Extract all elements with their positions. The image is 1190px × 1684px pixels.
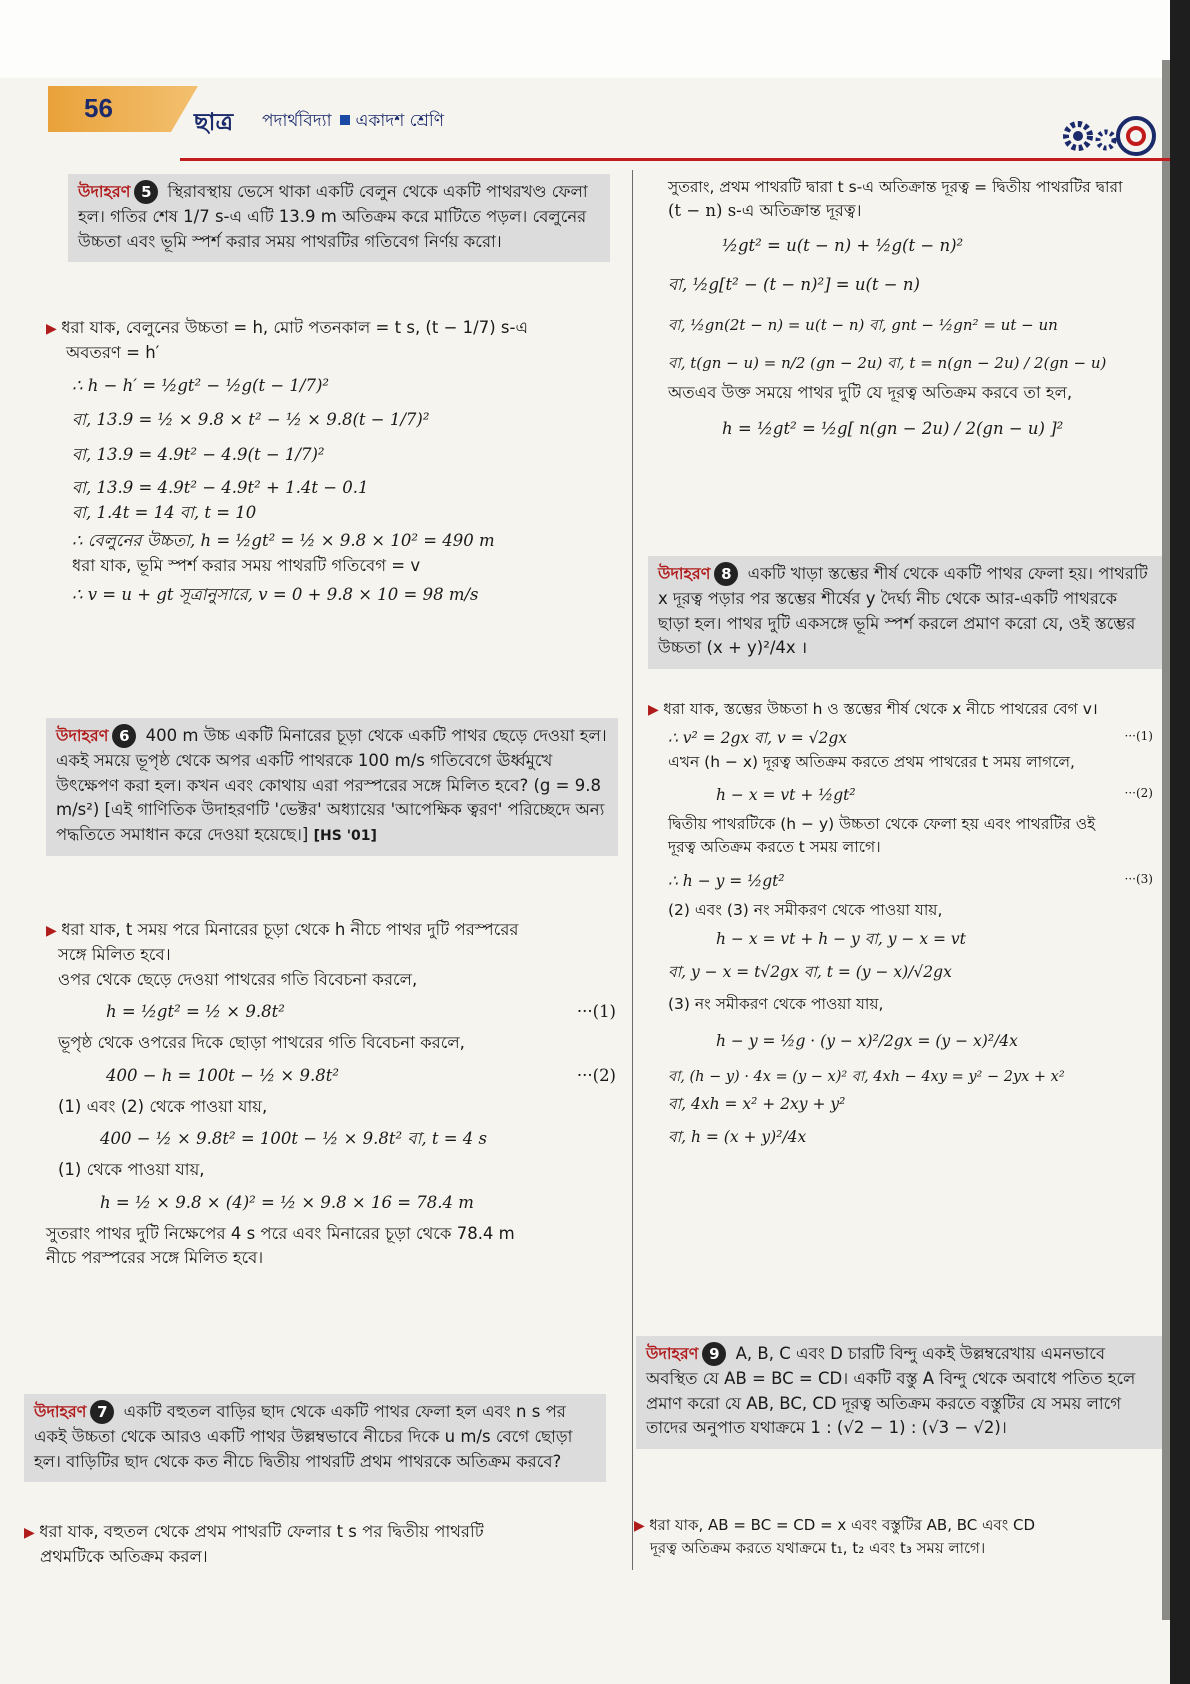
- equation: বা, 13.9 = 4.9t² − 4.9(t − 1/7)²: [72, 445, 325, 464]
- example-5-solution: [46, 316, 606, 608]
- example-9-box: [636, 1336, 1162, 1449]
- exam-source: [HS '01]: [313, 828, 377, 844]
- equation: বা, ½g[t² − (t − n)²] = u(t − n): [668, 274, 920, 294]
- solution-line: অবতরণ = h′: [66, 342, 160, 362]
- solution-line: ▶ ধরা যাক, বেলুনের উচ্চতা = h, মোট পতনকাল = t s, (t − 1/7) s-এ: [46, 318, 528, 337]
- example-8-solution: [648, 698, 1153, 1149]
- equation: h − x = vt + ½gt² ···(2): [716, 785, 1153, 804]
- solution-line: (2) এবং (3) নং সমীকরণ থেকে পাওয়া যায়,: [668, 900, 943, 919]
- equation: 400 − h = 100t − ½ × 9.8t² ···(2): [106, 1064, 616, 1089]
- brand-name: ছাত্র: [194, 107, 234, 136]
- solution-line: ▶ ধরা যাক, বহুতল থেকে প্রথম পাথরটি ফেলার t s পর দ্বিতীয় পাথরটি: [24, 1522, 484, 1541]
- equation: ∴ বেলুনের উচ্চতা, h = ½gt² = ½ × 9.8 × 10² = 490 m: [72, 531, 495, 551]
- example-tag: উদাহরণ: [34, 1402, 87, 1421]
- example-tag: উদাহরণ: [646, 1344, 699, 1363]
- equation: বা, (h − y) · 4x = (y − x)² বা, 4xh − 4xy = y² − 2yx + x²: [668, 1069, 1065, 1085]
- page-number: 56: [84, 93, 113, 123]
- equation: ∴ h − y = ½gt² ···(3): [668, 871, 1153, 890]
- solution-line: (1) এবং (2) থেকে পাওয়া যায়,: [58, 1096, 268, 1116]
- example-6-solution: [46, 918, 616, 1271]
- example-5-box: [68, 174, 610, 262]
- example-question: একটি খাড়া স্তম্ভের শীর্ষ থেকে একটি পাথর ফেলা হয়। পাথরটি x দূরত্ব পড়ার পর স্তম্ভের শীর্ষের y দৈর্ঘ্য নীচ থেকে আর-একটি পাথরকে ছাড়া হল। পাথর দুটি একসঙ্গে ভূমি স্পর্শ করলে প্রমাণ করো যে, ওই স্তম্ভের উচ্চতা (x + y)²/4x ।: [658, 564, 1148, 658]
- page-top-margin: [0, 0, 1190, 78]
- gears-icon: [1058, 112, 1168, 162]
- example-tag: উদাহরণ: [56, 726, 109, 745]
- equation: h − y = ½g · (y − x)²/2gx = (y − x)²/4x: [716, 1031, 1018, 1050]
- subject-title: পদার্থবিদ্যা: [262, 111, 332, 131]
- class-label: একাদশ শ্রেণি: [355, 111, 445, 131]
- example-number: 7: [90, 1400, 114, 1424]
- solution-line: ▶ ধরা যাক, স্তম্ভের উচ্চতা h ও স্তম্ভের শীর্ষ থেকে x নীচে পাথরের বেগ v।: [648, 700, 1098, 718]
- example-question: একটি বহুতল বাড়ির ছাদ থেকে একটি পাথর ফেলা হল এবং n s পর একই উচ্চতা থেকে আরও একটি পাথর উল্লম্বভাবে নীচের দিকে u m/s বেগে ছোড়া হল। বাড়িটির ছাদ থেকে কত নীচে দ্বিতীয় পাথরটি প্রথম পাথরকে অতিক্রম করবে?: [34, 1402, 573, 1471]
- play-arrow-icon: ▶: [648, 702, 664, 718]
- solution-line: (t − n) s-এ অতিক্রান্ত দূরত্ব।: [668, 201, 862, 221]
- header-rule: [180, 158, 1170, 161]
- example-question: 400 m উচ্চ একটি মিনারের চূড়া থেকে একটি পাথর ছেড়ে দেওয়া হল। একই সময়ে ভূপৃষ্ঠ থেকে অপর একটি পাথরকে 100 m/s গতিবেগে ঊর্ধ্বমুখে উৎক্ষেপণ করা হল। কখন এবং কোথায় এরা পরস্পরের সঙ্গে মিলিত হবে? (g = 9.8 m/s²) [এই গাণিতিক উদাহরণটি 'ভেক্টর' অধ্যায়ের 'আপেক্ষিক ত্বরণ' পরিচ্ছেদে অন্য পদ্ধতিতে সমাধান করে দেওয়া হয়েছে।]: [56, 726, 607, 844]
- solution-line: এখন (h − x) দূরত্ব অতিক্রম করতে প্রথম পাথরের t সময় লাগলে,: [668, 752, 1075, 771]
- solution-line: দূরত্ব অতিক্রম করতে যথাক্রমে t₁, t₂ এবং t₃ সময় লাগে।: [650, 1539, 986, 1557]
- page-binding-edge: [1170, 0, 1190, 1684]
- play-arrow-icon: ▶: [24, 1525, 40, 1541]
- play-arrow-icon: ▶: [634, 1518, 650, 1534]
- example-question: স্থিরাবস্থায় ভেসে থাকা একটি বেলুন থেকে একটি পাথরখণ্ড ফেলা হল। গতির শেষ 1/7 s-এ এটি 13.9 m অতিক্রম করে মাটিতে পড়ল। বেলুনের উচ্চতা এবং ভূমি স্পর্শ করার সময় পাথরটির গতিবেগ নির্ণয় করো।: [78, 182, 588, 251]
- equation: h − x = vt + h − y বা, y − x = vt: [716, 930, 966, 948]
- equation: বা, ½gn(2t − n) = u(t − n) বা, gnt − ½gn² = ut − un: [668, 315, 1058, 334]
- column-divider: [632, 170, 633, 1570]
- square-bullet-icon: [340, 115, 350, 125]
- example-6-box: [46, 718, 618, 856]
- solution-line: সুতরাং পাথর দুটি নিক্ষেপের 4 s পরে এবং মিনারের চূড়া থেকে 78.4 m: [46, 1223, 515, 1243]
- example-7-solution: [24, 1520, 604, 1570]
- equation: বা, 13.9 = 4.9t² − 4.9t² + 1.4t − 0.1: [72, 477, 369, 497]
- example-number: 8: [714, 562, 738, 586]
- solution-line: ▶ ধরা যাক, AB = BC = CD = x এবং বস্তুটির AB, BC এবং CD: [634, 1516, 1036, 1534]
- solution-line: ভূপৃষ্ঠ থেকে ওপরের দিকে ছোড়া পাথরের গতি বিবেচনা করলে,: [58, 1033, 465, 1052]
- equation: ∴ v² = 2gx বা, v = √2gx ···(1): [668, 729, 1153, 748]
- equation: বা, 1.4t = 14 বা, t = 10: [72, 502, 257, 522]
- equation-ref: ···(3): [1124, 871, 1153, 886]
- example-number: 5: [134, 180, 158, 204]
- equation-ref: ···(2): [1124, 785, 1153, 800]
- solution-line: (1) থেকে পাওয়া যায়,: [58, 1160, 205, 1179]
- example-7-continued: [668, 176, 1168, 442]
- solution-line: নীচে পরস্পরের সঙ্গে মিলিত হবে।: [46, 1248, 264, 1268]
- solution-line: দ্বিতীয় পাথরটিকে (h − y) উচ্চতা থেকে ফেলা হয় এবং পাথরটির ওই: [668, 815, 1096, 833]
- equation: ∴ h − h′ = ½gt² − ½g(t − 1/7)²: [72, 375, 330, 395]
- example-question: A, B, C এবং D চারটি বিন্দু একই উল্লম্বরেখায় এমনভাবে অবস্থিত যে AB = BC = CD। একটি বস্তু A বিন্দু থেকে অবাধে পতিত হলে প্রমাণ করো যে AB, BC, CD দূরত্ব অতিক্রম করতে বস্তুটির যে সময় লাগে তাদের অনুপাত যথাক্রমে 1 : (√2 − 1) : (√3 − √2)।: [646, 1344, 1136, 1438]
- solution-line: প্রথমটিকে অতিক্রম করল।: [40, 1546, 208, 1566]
- equation-ref: ···(2): [576, 1065, 616, 1085]
- solution-line: অতএব উক্ত সময়ে পাথর দুটি যে দূরত্ব অতিক্রম করবে তা হল,: [668, 382, 1073, 402]
- equation: h = ½ × 9.8 × (4)² = ½ × 9.8 × 16 = 78.4 m: [100, 1192, 474, 1212]
- play-arrow-icon: ▶: [46, 321, 62, 337]
- example-8-box: [648, 556, 1162, 669]
- equation: 400 − ½ × 9.8t² = 100t − ½ × 9.8t² বা, t = 4 s: [100, 1129, 488, 1149]
- page-number-banner: [48, 86, 198, 132]
- equation: বা, h = (x + y)²/4x: [668, 1128, 807, 1146]
- equation: ½gt² = u(t − n) + ½g(t − n)²: [722, 236, 964, 255]
- solution-line: সুতরাং, প্রথম পাথরটি দ্বারা t s-এ অতিক্রান্ত দূরত্ব = দ্বিতীয় পাথরটির দ্বারা: [668, 178, 1123, 196]
- example-number: 9: [702, 1342, 726, 1366]
- equation: h = ½gt² = ½ × 9.8t² ···(1): [106, 1000, 616, 1025]
- example-tag: উদাহরণ: [78, 182, 131, 201]
- equation: h = ½gt² = ½g[ n(gn − 2u) / 2(gn − u) ]²: [722, 419, 1064, 439]
- equation-ref: ···(1): [1124, 729, 1153, 744]
- equation: ∴ v = u + gt সূত্রানুসারে, v = 0 + 9.8 × 10 = 98 m/s: [72, 584, 479, 604]
- solution-line: সঙ্গে মিলিত হবে।: [58, 944, 171, 964]
- equation: বা, 4xh = x² + 2xy + y²: [668, 1094, 846, 1113]
- example-number: 6: [112, 724, 136, 748]
- header-subject: [262, 108, 444, 136]
- solution-line: ওপর থেকে ছেড়ে দেওয়া পাথরের গতি বিবেচনা করলে,: [58, 969, 418, 989]
- example-tag: উদাহরণ: [658, 564, 711, 583]
- play-arrow-icon: ▶: [46, 923, 62, 939]
- solution-line: (3) নং সমীকরণ থেকে পাওয়া যায়,: [668, 994, 884, 1013]
- equation: বা, 13.9 = ½ × 9.8 × t² − ½ × 9.8(t − 1/7)²: [72, 410, 430, 430]
- equation: বা, t(gn − u) = n/2 (gn − 2u) বা, t = n(gn − 2u) / 2(gn − u): [668, 354, 1107, 372]
- example-7-box: [24, 1394, 606, 1482]
- example-9-solution: [634, 1514, 1144, 1560]
- equation-ref: ···(1): [576, 1002, 616, 1022]
- equation: বা, y − x = t√2gx বা, t = (y − x)/√2gx: [668, 963, 952, 982]
- solution-line: দূরত্ব অতিক্রম করতে t সময় লাগে।: [668, 838, 881, 857]
- solution-line: ▶ ধরা যাক, t সময় পরে মিনারের চূড়া থেকে h নীচে পাথর দুটি পরস্পরের: [46, 920, 519, 939]
- solution-line: ধরা যাক, ভূমি স্পর্শ করার সময় পাথরটি গতিবেগ = v: [72, 556, 421, 575]
